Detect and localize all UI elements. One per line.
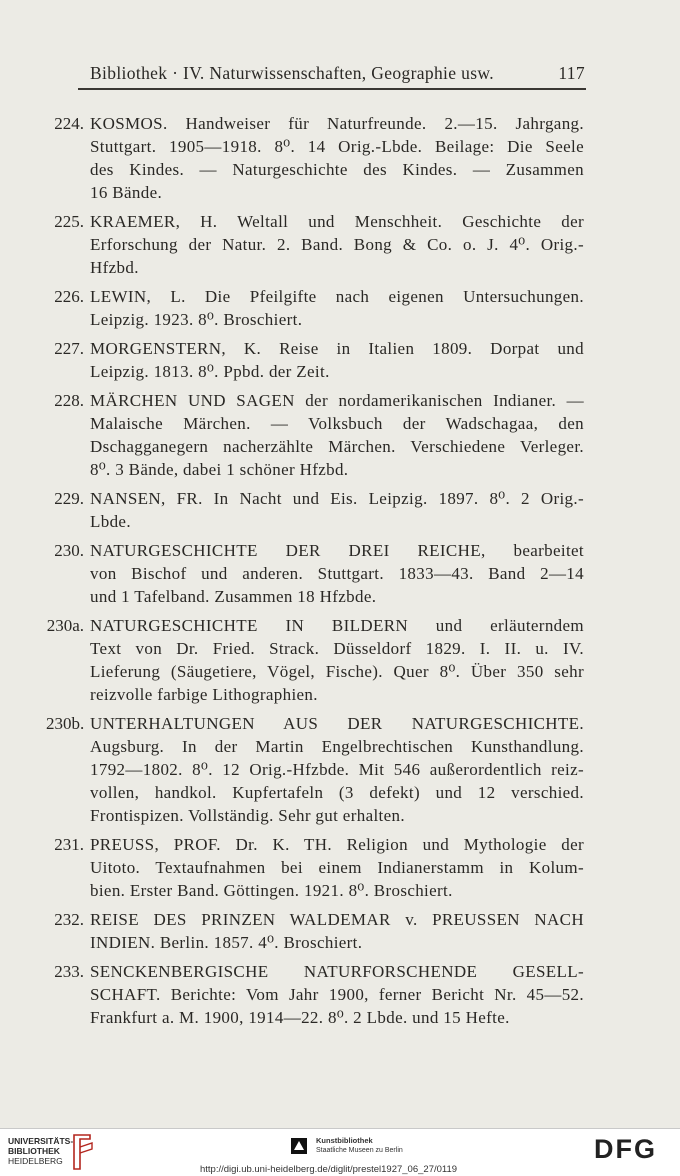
entry-text-line: Lbde. bbox=[90, 512, 131, 531]
dfg-logo[interactable]: DFG bbox=[594, 1134, 657, 1164]
entry-number: 227. bbox=[54, 339, 84, 358]
catalog-entry bbox=[0, 487, 680, 533]
catalog-entry bbox=[0, 960, 680, 1029]
entry-number: 226. bbox=[54, 287, 84, 306]
entry-number: 232. bbox=[54, 910, 84, 929]
entry-number: 224. bbox=[54, 114, 84, 133]
entry-text-line: des Kindes. — Naturgeschichte des Kindes. — Zusammen bbox=[90, 160, 584, 179]
university-crest-icon bbox=[72, 1133, 94, 1171]
entry-text-line: Malaische Märchen. — Volksbuch der Wadschagaa, den bbox=[90, 414, 584, 433]
header-title: Bibliothek · IV. Naturwissenschaften, Geographie usw. bbox=[90, 63, 494, 83]
entry-text-line: MÄRCHEN UND SAGEN der nordamerikanischen Indianer. — bbox=[90, 391, 584, 410]
catalog-entries bbox=[0, 112, 680, 1035]
catalog-entry bbox=[0, 833, 680, 902]
kunstbibliothek-icon bbox=[290, 1137, 308, 1155]
entry-text-line: REISE DES PRINZEN WALDEMAR v. PREUSSEN NACH bbox=[90, 910, 584, 929]
entry-text-line: bien. Erster Band. Göttingen. 1921. 8⁰. Broschiert. bbox=[90, 881, 453, 900]
entry-text-line: und 1 Tafelband. Zusammen 18 Hfzbde. bbox=[90, 587, 377, 606]
university-library-logo-text[interactable]: UNIVERSITÄTS- BIBLIOTHEK HEIDELBERG bbox=[8, 1136, 74, 1166]
entry-text-line: PREUSS, PROF. Dr. K. TH. Religion und Mythologie der bbox=[90, 835, 584, 854]
entry-text-line: von Bischof und anderen. Stuttgart. 1833—43. Band 2—14 bbox=[90, 564, 584, 583]
entry-text-line: Augsburg. In der Martin Engelbrechtischen Kunsthandlung. bbox=[90, 737, 584, 756]
catalog-entry bbox=[0, 210, 680, 279]
entry-text-line: Frontispizen. Vollständig. Sehr gut erhalten. bbox=[90, 806, 405, 825]
footer-bar bbox=[0, 1128, 680, 1176]
entry-number: 230b. bbox=[46, 714, 85, 733]
entry-number: 230. bbox=[54, 541, 84, 560]
catalog-entry bbox=[0, 285, 680, 331]
entry-text-line: reizvolle farbige Lithographien. bbox=[90, 685, 318, 704]
catalog-entry bbox=[0, 614, 680, 706]
catalog-entry bbox=[0, 539, 680, 608]
entry-text-line: Erforschung der Natur. 2. Band. Bong & Co. o. J. 4⁰. Orig.- bbox=[90, 235, 584, 254]
entry-number: 230a. bbox=[46, 616, 84, 635]
entry-number: 228. bbox=[54, 391, 84, 410]
entry-text-line: Text von Dr. Fried. Strack. Düsseldorf 1829. I. II. u. IV. bbox=[90, 639, 584, 658]
catalog-entry bbox=[0, 389, 680, 481]
catalog-entry bbox=[0, 112, 680, 204]
entry-number: 225. bbox=[54, 212, 84, 231]
entry-text-line: Stuttgart. 1905—1918. 8⁰. 14 Orig.-Lbde. Beilage: Die Seele bbox=[90, 137, 584, 156]
catalog-entry bbox=[0, 908, 680, 954]
running-header bbox=[90, 63, 585, 84]
header-rule bbox=[78, 88, 586, 90]
entry-text-line: Frankfurt a. M. 1900, 1914—22. 8⁰. 2 Lbde. und 15 Hefte. bbox=[90, 1008, 510, 1027]
entry-text-line: NATURGESCHICHTE IN BILDERN und erläuterndem bbox=[90, 616, 584, 635]
entry-text-line: Dschagganegern nacherzählte Märchen. Verschiedene Verleger. bbox=[90, 437, 584, 456]
entry-text-line: INDIEN. Berlin. 1857. 4⁰. Broschiert. bbox=[90, 933, 363, 952]
entry-number: 229. bbox=[54, 489, 84, 508]
entry-number: 231. bbox=[54, 835, 84, 854]
entry-text-line: 8⁰. 3 Bände, dabei 1 schöner Hfzbd. bbox=[90, 460, 349, 479]
catalog-entry bbox=[0, 337, 680, 383]
entry-text-line: 16 Bände. bbox=[90, 183, 163, 202]
entry-text-line: KRAEMER, H. Weltall und Menschheit. Geschichte der bbox=[90, 212, 584, 231]
entry-text-line: Hfzbd. bbox=[90, 258, 139, 277]
entry-text-line: NANSEN, FR. In Nacht und Eis. Leipzig. 1897. 8⁰. 2 Orig.- bbox=[90, 489, 584, 508]
entry-text-line: UNTERHALTUNGEN AUS DER NATURGESCHICHTE. bbox=[90, 714, 584, 733]
entry-text-line: SCHAFT. Berichte: Vom Jahr 1900, ferner Bericht Nr. 45—52. bbox=[90, 985, 584, 1004]
entry-text-line: vollen, handkol. Kupfertafeln (3 defekt) und 12 verschied. bbox=[90, 783, 584, 802]
entry-text-line: LEWIN, L. Die Pfeilgifte nach eigenen Untersuchungen. bbox=[90, 287, 584, 306]
entry-text-line: Lieferung (Säugetiere, Vögel, Fische). Quer 8⁰. Über 350 sehr bbox=[90, 662, 584, 681]
entry-text-line: SENCKENBERGISCHE NATURFORSCHENDE GESELL- bbox=[90, 962, 584, 981]
catalog-entry bbox=[0, 712, 680, 827]
entry-text-line: Leipzig. 1923. 8⁰. Broschiert. bbox=[90, 310, 303, 329]
source-url[interactable]: http://digi.ub.uni-heidelberg.de/diglit/prestel1927_06_27/0119 bbox=[200, 1164, 458, 1175]
entry-text-line: Uitoto. Textaufnahmen bei einem Indianerstamm in Kolum- bbox=[90, 858, 584, 877]
entry-text-line: 1792—1802. 8⁰. 12 Orig.-Hfzbde. Mit 546 außerordentlich reiz- bbox=[90, 760, 584, 779]
kunstbibliothek-label[interactable]: Kunstbibliothek Staatliche Museen zu Berlin bbox=[316, 1136, 403, 1154]
entry-text-line: NATURGESCHICHTE DER DREI REICHE, bearbeitet bbox=[90, 541, 584, 560]
entry-text-line: KOSMOS. Handweiser für Naturfreunde. 2.—15. Jahrgang. bbox=[90, 114, 584, 133]
entry-text-line: MORGENSTERN, K. Reise in Italien 1809. Dorpat und bbox=[90, 339, 584, 358]
entry-text-line: Leipzig. 1813. 8⁰. Ppbd. der Zeit. bbox=[90, 362, 330, 381]
page-number: 117 bbox=[558, 63, 585, 83]
entry-number: 233. bbox=[54, 962, 84, 981]
